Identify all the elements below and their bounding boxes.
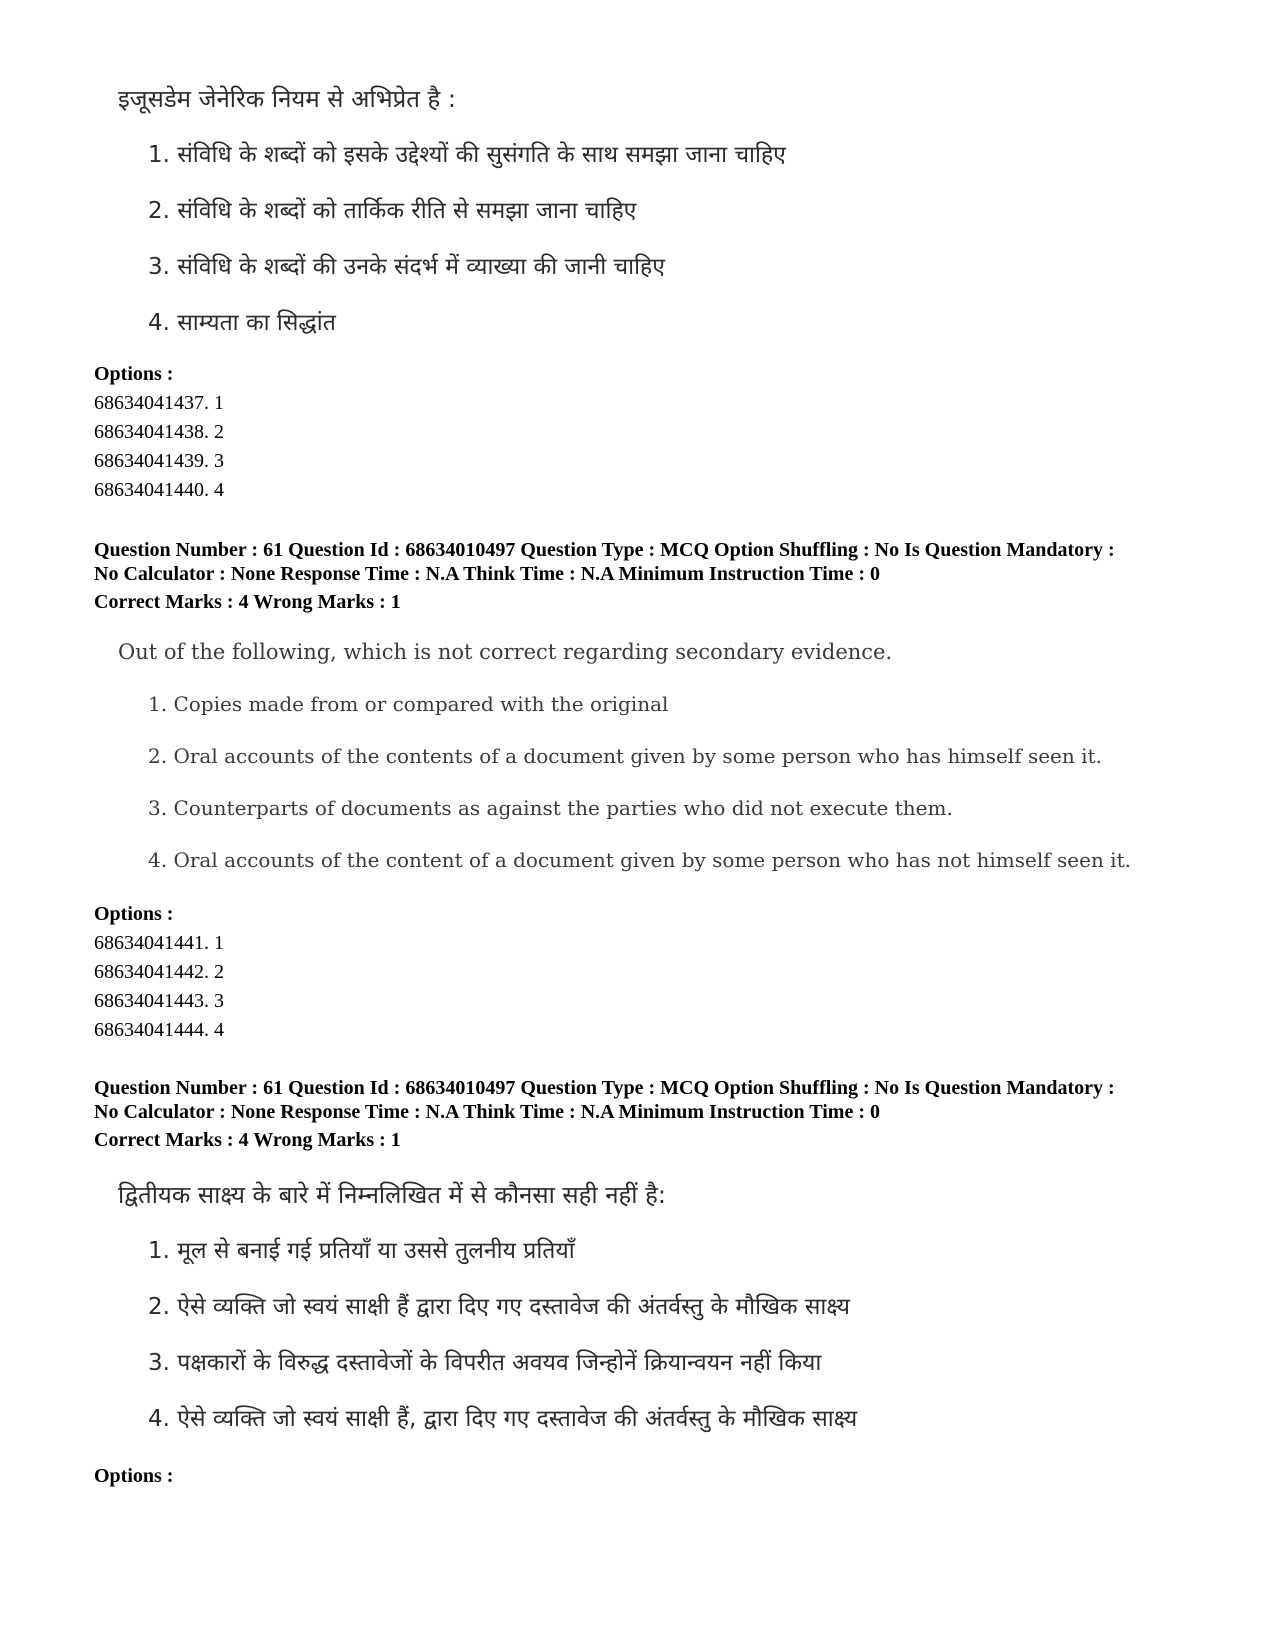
question-item: 2. संविधि के शब्दों को तार्किक रीति से समझा जाना चाहिए: [148, 198, 637, 224]
option-item: 68634041442. 2: [94, 961, 224, 983]
option-item: 68634041437. 1: [94, 392, 224, 414]
option-item: 68634041439. 3: [94, 450, 224, 472]
options-list-3: [94, 1462, 173, 1491]
question-item: 4. Oral accounts of the content of a document given by some person who has not himself seen it.: [148, 848, 1131, 872]
question-hindi-2: [118, 1180, 857, 1434]
question-item: 4. साम्यता का सिद्धांत: [148, 310, 336, 336]
question-item: 3. Counterparts of documents as against the parties who did not execute them.: [148, 796, 953, 820]
options-list-2: [94, 900, 224, 1045]
option-item: 68634041440. 4: [94, 479, 224, 501]
options-label: Options :: [94, 903, 174, 925]
meta-line: No Calculator : None Response Time : N.A Think Time : N.A Minimum Instruction Time : 0: [94, 1101, 880, 1123]
question-stem: इजूसडेम जेनेरिक नियम से अभिप्रेत है :: [118, 85, 456, 113]
question-stem: Out of the following, which is not correct regarding secondary evidence.: [118, 640, 893, 664]
question-meta-3: [94, 1076, 1234, 1152]
option-item: 68634041438. 2: [94, 421, 224, 443]
meta-line: Question Number : 61 Question Id : 68634010497 Question Type : MCQ Option Shuffling : No Is Question Mandatory :: [94, 1077, 1115, 1099]
question-item: 4. ऐसे व्यक्ति जो स्वयं साक्षी हैं, द्वारा दिए गए दस्तावेज की अंतर्वस्तु के मौखिक साक्ष्य: [148, 1406, 858, 1432]
question-item: 3. पक्षकारों के विरुद्ध दस्तावेजों के विपरीत अवयव जिन्होनें क्रियान्वयन नहीं किया: [148, 1350, 822, 1376]
question-item: 2. Oral accounts of the contents of a document given by some person who has himself seen it.: [148, 744, 1102, 768]
question-item: 1. मूल से बनाई गई प्रतियाँ या उससे तुलनीय प्रतियाँ: [148, 1238, 575, 1264]
question-item: 3. संविधि के शब्दों की उनके संदर्भ में व्याख्या की जानी चाहिए: [148, 254, 665, 280]
question-item: 1. संविधि के शब्दों को इसके उद्देश्यों की सुसंगति के साथ समझा जाना चाहिए: [148, 142, 786, 168]
question-stem: द्वितीयक साक्ष्य के बारे में निम्नलिखित में से कौनसा सही नहीं है:: [118, 1181, 666, 1209]
options-label: Options :: [94, 1465, 174, 1487]
option-item: 68634041441. 1: [94, 932, 224, 954]
question-english: [118, 637, 1131, 875]
marks-line: Correct Marks : 4 Wrong Marks : 1: [94, 1129, 401, 1151]
options-label: Options :: [94, 363, 174, 385]
meta-line: No Calculator : None Response Time : N.A Think Time : N.A Minimum Instruction Time : 0: [94, 563, 880, 585]
options-list-1: [94, 360, 224, 505]
question-meta-2: [94, 538, 1234, 614]
question-hindi-1: [118, 84, 786, 338]
marks-line: Correct Marks : 4 Wrong Marks : 1: [94, 591, 401, 613]
option-item: 68634041444. 4: [94, 1019, 224, 1041]
meta-line: Question Number : 61 Question Id : 68634010497 Question Type : MCQ Option Shuffling : No Is Question Mandatory :: [94, 539, 1115, 561]
question-item: 2. ऐसे व्यक्ति जो स्वयं साक्षी हैं द्वारा दिए गए दस्तावेज की अंतर्वस्तु के मौखिक साक्ष्य: [148, 1294, 850, 1320]
option-item: 68634041443. 3: [94, 990, 224, 1012]
question-item: 1. Copies made from or compared with the original: [148, 692, 669, 716]
